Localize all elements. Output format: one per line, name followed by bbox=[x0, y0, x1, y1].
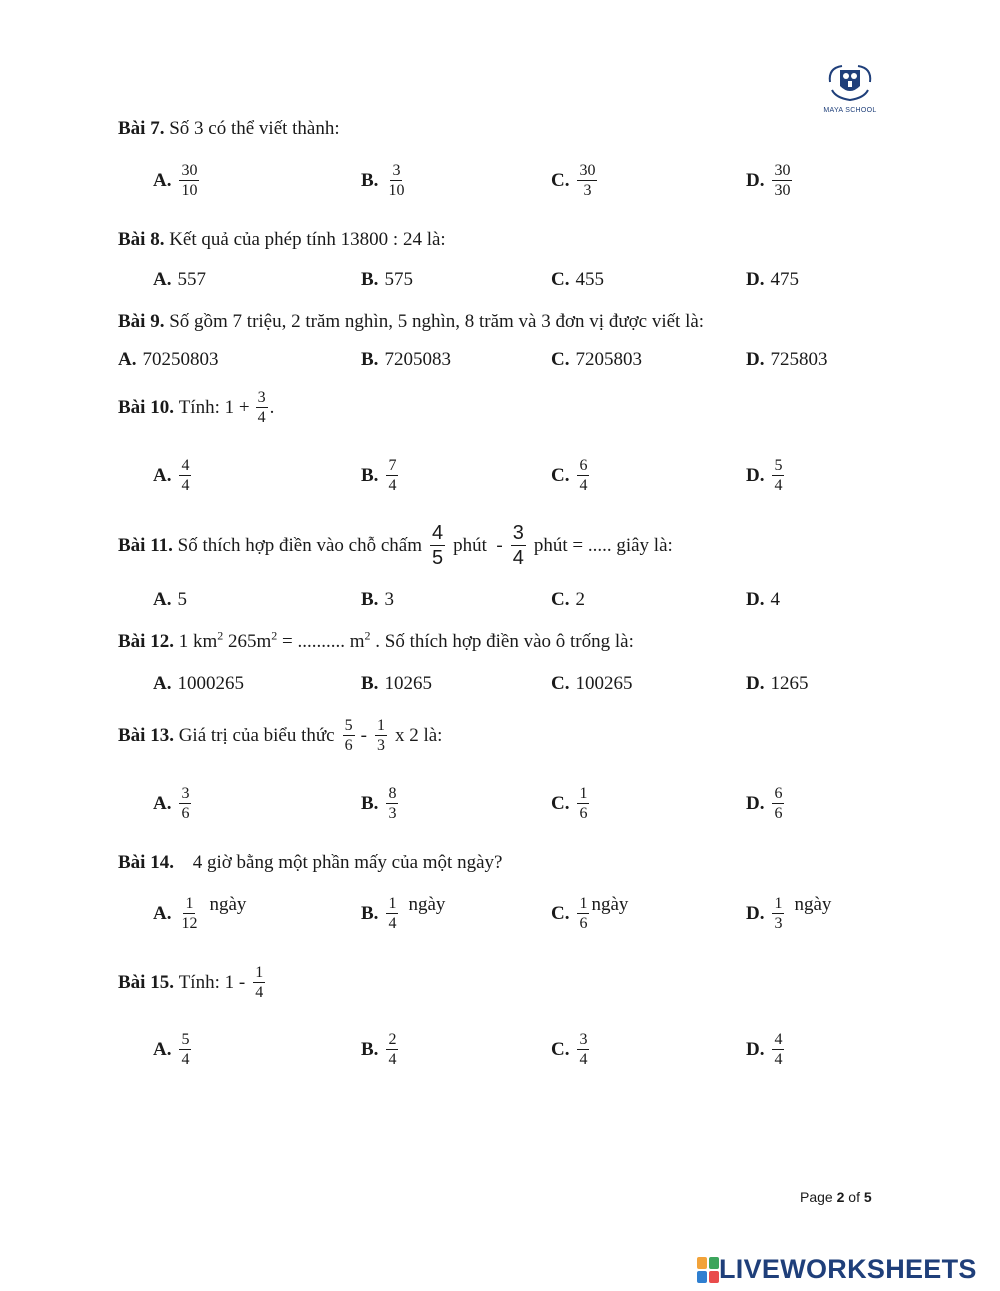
question-8 bbox=[118, 228, 446, 252]
denominator: 4 bbox=[257, 409, 266, 426]
option-15c[interactable] bbox=[551, 1030, 591, 1069]
option-12c[interactable] bbox=[551, 673, 632, 695]
option-14d[interactable] bbox=[746, 894, 831, 933]
question-title: Bài 9. bbox=[118, 311, 165, 332]
denominator: 3 bbox=[583, 182, 592, 199]
option-11b[interactable] bbox=[361, 589, 394, 611]
denominator: 10 bbox=[388, 182, 405, 199]
question-text: Số gồm 7 triệu, 2 trăm nghìn, 5 nghìn, 8 trăm và 3 đơn vị được viết là: bbox=[169, 311, 705, 332]
question-title: Bài 15. bbox=[118, 971, 174, 993]
denominator: 4 bbox=[512, 547, 524, 569]
denominator: 6 bbox=[579, 915, 588, 932]
option-label: A. bbox=[118, 349, 137, 370]
option-label: A. bbox=[153, 589, 172, 610]
option-7c[interactable] bbox=[551, 161, 599, 200]
option-13c[interactable] bbox=[551, 784, 591, 823]
option-label: C. bbox=[551, 464, 570, 486]
denominator: 4 bbox=[774, 1051, 783, 1068]
option-value: 7205083 bbox=[384, 349, 451, 370]
option-label: A. bbox=[153, 673, 172, 694]
option-14a[interactable] bbox=[153, 894, 246, 933]
fraction bbox=[179, 161, 199, 200]
question-11 bbox=[118, 521, 673, 570]
denominator: 4 bbox=[255, 984, 264, 1001]
fraction bbox=[343, 716, 355, 755]
fraction bbox=[179, 784, 191, 823]
numerator: 30 bbox=[579, 162, 596, 179]
question-12 bbox=[118, 630, 634, 654]
question-10 bbox=[118, 388, 274, 427]
denominator: 3 bbox=[774, 915, 783, 932]
option-15d[interactable] bbox=[746, 1030, 786, 1069]
question-7 bbox=[118, 117, 340, 141]
question-text: Tính: 1 - bbox=[178, 971, 246, 993]
question-title: Bài 12. bbox=[118, 631, 174, 652]
question-text-2: 265m bbox=[223, 631, 272, 652]
option-label: A. bbox=[153, 902, 172, 924]
option-label: C. bbox=[551, 169, 570, 191]
option-7b[interactable] bbox=[361, 161, 408, 200]
question-text: Kết quả của phép tính 13800 : 24 là: bbox=[169, 229, 446, 250]
denominator: 10 bbox=[181, 182, 198, 199]
option-7a[interactable] bbox=[153, 161, 201, 200]
option-value: 10265 bbox=[384, 673, 432, 694]
option-label: A. bbox=[153, 169, 172, 191]
question-9 bbox=[118, 310, 704, 334]
option-15a[interactable] bbox=[153, 1030, 193, 1069]
denominator: 4 bbox=[388, 915, 397, 932]
denominator: 4 bbox=[579, 477, 588, 494]
numerator: 1 bbox=[185, 895, 194, 912]
denominator: 3 bbox=[388, 805, 397, 822]
numerator: 1 bbox=[579, 785, 588, 802]
fraction bbox=[386, 894, 398, 933]
option-10d[interactable] bbox=[746, 456, 786, 495]
liveworksheets-logo-icon bbox=[697, 1257, 719, 1283]
page-number bbox=[800, 1189, 872, 1205]
page-of: of bbox=[848, 1189, 860, 1205]
option-label: D. bbox=[746, 464, 765, 486]
option-label: C. bbox=[551, 673, 570, 694]
option-label: D. bbox=[746, 169, 765, 191]
numerator: 30 bbox=[774, 162, 791, 179]
question-14 bbox=[118, 851, 502, 875]
numerator: 5 bbox=[344, 717, 353, 734]
superscript: 2 bbox=[271, 628, 278, 643]
option-7d[interactable] bbox=[746, 161, 794, 200]
brand-name: LIVEWORKSHEETS bbox=[719, 1254, 977, 1284]
option-11d[interactable] bbox=[746, 589, 780, 611]
option-11c[interactable] bbox=[551, 589, 585, 611]
question-text-4: . Số thích hợp điền vào ô trống là: bbox=[370, 631, 634, 652]
question-13 bbox=[118, 716, 442, 755]
option-13a[interactable] bbox=[153, 784, 193, 823]
question-title: Bài 10. bbox=[118, 396, 174, 418]
fraction bbox=[772, 456, 784, 495]
option-label: A. bbox=[153, 1038, 172, 1060]
option-value: 725803 bbox=[770, 349, 828, 370]
question-text: Tính: 1 + bbox=[178, 396, 250, 418]
fraction bbox=[577, 1030, 589, 1069]
option-label: A. bbox=[153, 269, 172, 290]
denominator: 4 bbox=[774, 477, 783, 494]
option-9c[interactable] bbox=[551, 349, 642, 371]
crest-icon bbox=[824, 62, 876, 102]
question-text: Số thích hợp điền vào chỗ chấm bbox=[177, 534, 422, 556]
denominator: 12 bbox=[181, 915, 198, 932]
option-10b[interactable] bbox=[361, 456, 400, 495]
question-title: Bài 13. bbox=[118, 724, 174, 746]
superscript: 2 bbox=[217, 628, 224, 643]
option-label: D. bbox=[746, 902, 765, 924]
option-12a[interactable] bbox=[153, 673, 244, 695]
option-9a[interactable] bbox=[118, 349, 218, 371]
numerator: 3 bbox=[392, 162, 401, 179]
option-label: C. bbox=[551, 269, 570, 290]
option-9b[interactable] bbox=[361, 349, 451, 371]
option-label: C. bbox=[551, 349, 570, 370]
question-text: Giá trị của biểu thức bbox=[178, 724, 335, 746]
option-15b[interactable] bbox=[361, 1030, 400, 1069]
question-end: x 2 là: bbox=[394, 724, 443, 746]
numerator: 1 bbox=[388, 895, 397, 912]
unit-label: ngày bbox=[794, 893, 832, 915]
fraction bbox=[772, 784, 784, 823]
option-label: B. bbox=[361, 589, 379, 610]
option-value: 575 bbox=[384, 269, 413, 290]
page-prefix: Page bbox=[800, 1189, 833, 1205]
option-label: C. bbox=[551, 902, 570, 924]
numerator: 7 bbox=[388, 457, 397, 474]
fraction bbox=[577, 894, 589, 933]
denominator: 6 bbox=[579, 805, 588, 822]
option-label: B. bbox=[361, 673, 379, 694]
numerator: 6 bbox=[774, 785, 783, 802]
question-title: Bài 7. bbox=[118, 118, 165, 139]
page-total: 5 bbox=[863, 1189, 872, 1205]
fraction bbox=[179, 1030, 191, 1069]
option-13b[interactable] bbox=[361, 784, 400, 823]
option-13d[interactable] bbox=[746, 784, 786, 823]
numerator: 3 bbox=[257, 389, 266, 406]
fraction bbox=[179, 894, 199, 933]
numerator: 6 bbox=[579, 457, 588, 474]
numerator: 30 bbox=[181, 162, 198, 179]
numerator: 1 bbox=[376, 717, 385, 734]
numerator: 3 bbox=[512, 522, 524, 544]
fraction bbox=[772, 161, 792, 200]
numerator: 5 bbox=[181, 1031, 190, 1048]
denominator: 30 bbox=[774, 182, 791, 199]
option-label: D. bbox=[746, 349, 765, 370]
option-value: 7205803 bbox=[575, 349, 642, 370]
option-label: D. bbox=[746, 269, 765, 290]
option-value: 70250803 bbox=[142, 349, 219, 370]
fraction bbox=[577, 456, 589, 495]
question-title: Bài 11. bbox=[118, 534, 173, 556]
fraction bbox=[375, 716, 387, 755]
option-value: 475 bbox=[770, 269, 799, 290]
unit-label: ngày bbox=[408, 893, 446, 915]
denominator: 5 bbox=[431, 547, 444, 569]
fraction bbox=[386, 1030, 398, 1069]
fraction bbox=[253, 963, 265, 1002]
numerator: 5 bbox=[774, 457, 783, 474]
liveworksheets-brand[interactable] bbox=[697, 1254, 977, 1285]
question-title: Bài 8. bbox=[118, 229, 165, 250]
unit-label: ngày bbox=[591, 893, 629, 915]
option-label: B. bbox=[361, 1038, 379, 1060]
option-label: C. bbox=[551, 589, 570, 610]
option-label: D. bbox=[746, 1038, 765, 1060]
denominator: 4 bbox=[181, 1051, 190, 1068]
denominator: 4 bbox=[579, 1051, 588, 1068]
option-label: B. bbox=[361, 349, 379, 370]
denominator: 3 bbox=[376, 737, 385, 754]
option-label: A. bbox=[153, 792, 172, 814]
option-value: 5 bbox=[177, 589, 187, 610]
question-text: 4 giờ bằng một phần mấy của một ngày? bbox=[192, 852, 503, 873]
question-mid: - bbox=[360, 724, 367, 746]
option-label: B. bbox=[361, 269, 379, 290]
denominator: 4 bbox=[388, 1051, 397, 1068]
fraction bbox=[386, 161, 406, 200]
option-label: D. bbox=[746, 673, 765, 694]
option-label: A. bbox=[153, 464, 172, 486]
fraction bbox=[386, 784, 398, 823]
option-9d[interactable] bbox=[746, 349, 827, 371]
option-value: 100265 bbox=[575, 673, 633, 694]
page-current: 2 bbox=[836, 1189, 845, 1205]
numerator: 3 bbox=[579, 1031, 588, 1048]
numerator: 4 bbox=[431, 522, 444, 544]
fraction bbox=[772, 1030, 784, 1069]
fraction bbox=[772, 894, 784, 933]
denominator: 4 bbox=[181, 477, 190, 494]
option-8c[interactable] bbox=[551, 269, 604, 291]
option-label: B. bbox=[361, 169, 379, 191]
denominator: 6 bbox=[774, 805, 783, 822]
option-value: 2 bbox=[575, 589, 585, 610]
denominator: 6 bbox=[181, 805, 190, 822]
numerator: 1 bbox=[774, 895, 783, 912]
question-text-1: 1 km bbox=[178, 631, 218, 652]
denominator: 4 bbox=[388, 477, 397, 494]
option-8b[interactable] bbox=[361, 269, 413, 291]
question-title: Bài 14. bbox=[118, 852, 174, 873]
option-value: 3 bbox=[384, 589, 394, 610]
numerator: 4 bbox=[774, 1031, 783, 1048]
option-12d[interactable] bbox=[746, 673, 808, 695]
numerator: 1 bbox=[255, 964, 264, 981]
option-8a[interactable] bbox=[153, 269, 206, 291]
fraction bbox=[256, 388, 268, 427]
option-label: D. bbox=[746, 792, 765, 814]
option-value: 4 bbox=[770, 589, 780, 610]
fraction bbox=[386, 456, 398, 495]
fraction bbox=[577, 161, 597, 200]
denominator: 6 bbox=[344, 737, 353, 754]
option-label: C. bbox=[551, 1038, 570, 1060]
unit-label: ngày bbox=[209, 893, 247, 915]
option-11a[interactable] bbox=[153, 589, 187, 611]
numerator: 2 bbox=[388, 1031, 397, 1048]
fraction bbox=[430, 521, 445, 570]
option-label: D. bbox=[746, 589, 765, 610]
option-10c[interactable] bbox=[551, 456, 591, 495]
option-10a[interactable] bbox=[153, 456, 193, 495]
logo-text: MAYA SCHOOL bbox=[823, 107, 877, 114]
option-value: 1265 bbox=[770, 673, 809, 694]
numerator: 8 bbox=[388, 785, 397, 802]
fraction bbox=[179, 456, 191, 495]
numerator: 4 bbox=[181, 457, 190, 474]
option-12b[interactable] bbox=[361, 673, 432, 695]
school-logo bbox=[820, 62, 880, 114]
question-end: phút = ..... giây là: bbox=[533, 534, 673, 556]
option-value: 455 bbox=[575, 269, 604, 290]
question-end: . bbox=[269, 396, 275, 418]
question-text-3: = .......... m bbox=[277, 631, 365, 652]
option-label: B. bbox=[361, 902, 379, 924]
question-mid: phút - bbox=[453, 534, 503, 556]
option-label: B. bbox=[361, 792, 379, 814]
question-text: Số 3 có thể viết thành: bbox=[169, 118, 340, 139]
question-15 bbox=[118, 963, 267, 1002]
option-value: 557 bbox=[177, 269, 206, 290]
numerator: 1 bbox=[579, 895, 588, 912]
option-14b[interactable] bbox=[361, 894, 445, 933]
fraction bbox=[511, 521, 526, 570]
numerator: 3 bbox=[181, 785, 190, 802]
option-label: B. bbox=[361, 464, 379, 486]
fraction bbox=[577, 784, 589, 823]
superscript: 2 bbox=[364, 628, 371, 643]
option-value: 1000265 bbox=[177, 673, 244, 694]
option-14c[interactable] bbox=[551, 894, 628, 933]
option-label: C. bbox=[551, 792, 570, 814]
option-8d[interactable] bbox=[746, 269, 799, 291]
